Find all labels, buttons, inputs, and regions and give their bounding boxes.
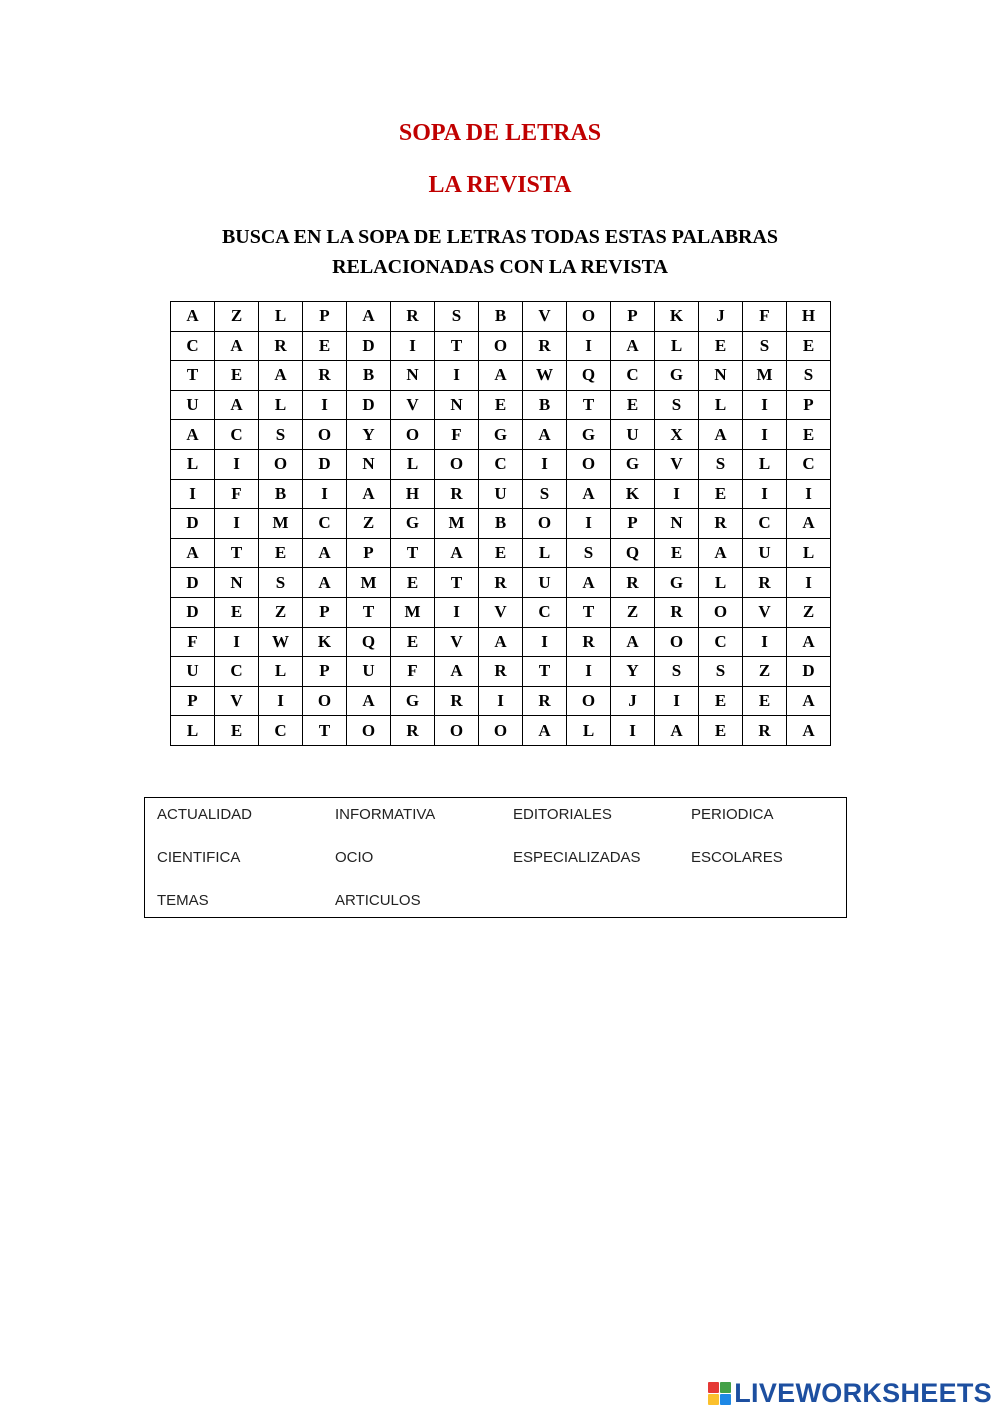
grid-cell[interactable]: P	[787, 390, 831, 420]
grid-cell[interactable]: E	[787, 420, 831, 450]
grid-cell[interactable]: Z	[215, 302, 259, 332]
grid-cell[interactable]: E	[215, 361, 259, 391]
grid-cell[interactable]: A	[435, 538, 479, 568]
grid-cell[interactable]: V	[391, 390, 435, 420]
word-list-item: TEMAS	[157, 892, 209, 909]
grid-cell[interactable]: R	[391, 716, 435, 746]
grid-cell[interactable]: F	[215, 479, 259, 509]
grid-cell[interactable]: C	[215, 420, 259, 450]
grid-cell[interactable]: V	[523, 302, 567, 332]
grid-cell[interactable]: G	[655, 568, 699, 598]
grid-row	[171, 657, 831, 687]
grid-cell[interactable]: E	[699, 716, 743, 746]
logo-text: LIVEWORKSHEETS	[734, 1377, 992, 1408]
page-title: SOPA DE LETRAS	[398, 120, 602, 146]
grid-cell[interactable]: T	[347, 597, 391, 627]
grid-cell[interactable]: L	[699, 568, 743, 598]
grid-cell[interactable]: L	[171, 449, 215, 479]
grid-cell[interactable]: A	[611, 627, 655, 657]
grid-cell[interactable]: T	[567, 390, 611, 420]
grid-cell[interactable]: E	[611, 390, 655, 420]
grid-cell[interactable]: R	[699, 509, 743, 539]
grid-cell[interactable]: J	[699, 302, 743, 332]
grid-cell[interactable]: P	[303, 657, 347, 687]
grid-cell[interactable]: R	[743, 716, 787, 746]
grid-cell[interactable]: X	[655, 420, 699, 450]
grid-cell[interactable]: A	[787, 686, 831, 716]
grid-cell[interactable]: P	[347, 538, 391, 568]
grid-cell[interactable]: A	[171, 538, 215, 568]
grid-cell[interactable]: E	[655, 538, 699, 568]
grid-cell[interactable]: Z	[787, 597, 831, 627]
grid-cell[interactable]: I	[303, 479, 347, 509]
grid-cell[interactable]: A	[787, 509, 831, 539]
grid-row	[171, 538, 831, 568]
grid-cell[interactable]: I	[435, 361, 479, 391]
grid-cell[interactable]: M	[391, 597, 435, 627]
grid-cell[interactable]: C	[699, 627, 743, 657]
grid-cell[interactable]: T	[171, 361, 215, 391]
grid-cell[interactable]: R	[259, 331, 303, 361]
grid-cell[interactable]: R	[611, 568, 655, 598]
grid-cell[interactable]: D	[171, 509, 215, 539]
grid-cell[interactable]: U	[171, 657, 215, 687]
grid-cell[interactable]: L	[655, 331, 699, 361]
grid-row	[171, 627, 831, 657]
grid-cell[interactable]: Y	[347, 420, 391, 450]
grid-cell[interactable]: V	[743, 597, 787, 627]
grid-cell[interactable]: B	[347, 361, 391, 391]
grid-cell[interactable]: S	[787, 361, 831, 391]
grid-cell[interactable]: D	[347, 390, 391, 420]
grid-cell[interactable]: R	[303, 361, 347, 391]
grid-cell[interactable]: I	[215, 627, 259, 657]
grid-row	[171, 390, 831, 420]
grid-cell[interactable]: A	[699, 420, 743, 450]
grid-cell[interactable]: I	[435, 597, 479, 627]
grid-cell[interactable]: O	[259, 449, 303, 479]
grid-cell[interactable]: M	[743, 361, 787, 391]
grid-cell[interactable]: P	[171, 686, 215, 716]
word-list-item: ESPECIALIZADAS	[513, 849, 641, 866]
grid-row	[171, 449, 831, 479]
grid-cell[interactable]: A	[347, 479, 391, 509]
grid-cell[interactable]: S	[435, 302, 479, 332]
grid-cell[interactable]: H	[391, 479, 435, 509]
grid-cell[interactable]: N	[391, 361, 435, 391]
grid-cell[interactable]: C	[523, 597, 567, 627]
grid-cell[interactable]: T	[303, 716, 347, 746]
grid-cell[interactable]: O	[391, 420, 435, 450]
grid-cell[interactable]: E	[743, 686, 787, 716]
grid-cell[interactable]: W	[523, 361, 567, 391]
grid-cell[interactable]: L	[787, 538, 831, 568]
grid-cell[interactable]: R	[523, 686, 567, 716]
grid-cell[interactable]: U	[743, 538, 787, 568]
word-list-item: EDITORIALES	[513, 806, 612, 823]
grid-cell[interactable]: S	[259, 420, 303, 450]
logo-square-yellow	[708, 1394, 719, 1405]
grid-cell[interactable]: Q	[611, 538, 655, 568]
grid-cell[interactable]: A	[215, 331, 259, 361]
grid-cell[interactable]: I	[787, 568, 831, 598]
word-list-item: ARTICULOS	[335, 892, 421, 909]
liveworksheets-logo	[708, 1378, 992, 1408]
word-list-item: CIENTIFICA	[157, 849, 241, 866]
grid-cell[interactable]: Z	[611, 597, 655, 627]
grid-cell[interactable]: N	[347, 449, 391, 479]
grid-cell[interactable]: I	[523, 627, 567, 657]
grid-cell[interactable]: K	[655, 302, 699, 332]
grid-cell[interactable]: T	[215, 538, 259, 568]
grid-cell[interactable]: C	[215, 657, 259, 687]
grid-cell[interactable]: I	[259, 686, 303, 716]
grid-cell[interactable]: S	[699, 449, 743, 479]
grid-cell[interactable]: E	[479, 538, 523, 568]
grid-cell[interactable]: C	[743, 509, 787, 539]
grid-cell[interactable]: D	[171, 568, 215, 598]
grid-cell[interactable]: U	[171, 390, 215, 420]
grid-cell[interactable]: R	[435, 686, 479, 716]
grid-cell[interactable]: V	[655, 449, 699, 479]
grid-cell[interactable]: A	[259, 361, 303, 391]
grid-cell[interactable]: T	[435, 568, 479, 598]
grid-cell[interactable]: I	[787, 479, 831, 509]
grid-row	[171, 420, 831, 450]
grid-cell[interactable]: R	[435, 479, 479, 509]
grid-cell[interactable]: U	[479, 479, 523, 509]
grid-cell[interactable]: R	[479, 657, 523, 687]
grid-cell[interactable]: K	[611, 479, 655, 509]
grid-cell[interactable]: T	[523, 657, 567, 687]
grid-row	[171, 479, 831, 509]
grid-cell[interactable]: F	[743, 302, 787, 332]
grid-cell[interactable]: D	[347, 331, 391, 361]
grid-cell[interactable]: N	[435, 390, 479, 420]
grid-row	[171, 302, 831, 332]
grid-cell[interactable]: C	[303, 509, 347, 539]
grid-cell[interactable]: O	[435, 716, 479, 746]
grid-cell[interactable]: A	[171, 420, 215, 450]
grid-cell[interactable]: F	[171, 627, 215, 657]
grid-cell[interactable]: C	[259, 716, 303, 746]
grid-cell[interactable]: S	[655, 657, 699, 687]
grid-cell[interactable]: Z	[347, 509, 391, 539]
grid-cell[interactable]: P	[611, 302, 655, 332]
grid-row	[171, 597, 831, 627]
grid-cell[interactable]: V	[479, 597, 523, 627]
grid-cell[interactable]: E	[391, 568, 435, 598]
grid-cell[interactable]: I	[215, 449, 259, 479]
grid-cell[interactable]: R	[743, 568, 787, 598]
logo-square-green	[720, 1382, 731, 1393]
instructions-line-1: BUSCA EN LA SOPA DE LETRAS TODAS ESTAS PALABRAS	[221, 226, 779, 248]
grid-cell[interactable]: O	[699, 597, 743, 627]
grid-cell[interactable]: O	[567, 302, 611, 332]
logo-square-red	[708, 1382, 719, 1393]
grid-cell[interactable]: A	[479, 361, 523, 391]
grid-cell[interactable]: T	[435, 331, 479, 361]
liveworksheets-logo-icon	[708, 1382, 731, 1405]
grid-cell[interactable]: A	[655, 716, 699, 746]
grid-cell[interactable]: E	[215, 597, 259, 627]
grid-cell[interactable]: E	[787, 331, 831, 361]
grid-cell[interactable]: C	[611, 361, 655, 391]
grid-row	[171, 686, 831, 716]
grid-cell[interactable]: I	[567, 331, 611, 361]
grid-cell[interactable]: I	[655, 686, 699, 716]
grid-cell[interactable]: A	[347, 302, 391, 332]
grid-cell[interactable]: R	[391, 302, 435, 332]
grid-cell[interactable]: M	[259, 509, 303, 539]
grid-row	[171, 716, 831, 746]
grid-row	[171, 568, 831, 598]
grid-cell[interactable]: J	[611, 686, 655, 716]
grid-cell[interactable]: E	[479, 390, 523, 420]
grid-cell[interactable]: Y	[611, 657, 655, 687]
grid-cell[interactable]: I	[611, 716, 655, 746]
grid-cell[interactable]: N	[655, 509, 699, 539]
logo-square-blue	[720, 1394, 731, 1405]
word-list-item: ACTUALIDAD	[157, 806, 253, 823]
grid-cell[interactable]: O	[479, 331, 523, 361]
grid-cell[interactable]: Q	[567, 361, 611, 391]
grid-cell[interactable]: K	[303, 627, 347, 657]
grid-cell[interactable]: B	[523, 390, 567, 420]
word-list-item: OCIO	[335, 849, 374, 866]
grid-cell[interactable]: L	[567, 716, 611, 746]
grid-cell[interactable]: G	[391, 686, 435, 716]
grid-cell[interactable]: O	[303, 420, 347, 450]
grid-cell[interactable]: Q	[347, 627, 391, 657]
grid-cell[interactable]: A	[303, 538, 347, 568]
grid-cell[interactable]: E	[699, 479, 743, 509]
grid-cell[interactable]: S	[655, 390, 699, 420]
grid-cell[interactable]: S	[699, 657, 743, 687]
grid-cell[interactable]: B	[479, 509, 523, 539]
grid-cell[interactable]: U	[347, 657, 391, 687]
grid-cell[interactable]: S	[523, 479, 567, 509]
grid-cell[interactable]: G	[655, 361, 699, 391]
grid-cell[interactable]: A	[523, 716, 567, 746]
grid-cell[interactable]: I	[743, 479, 787, 509]
grid-cell[interactable]: I	[479, 686, 523, 716]
grid-cell[interactable]: S	[567, 538, 611, 568]
grid-cell[interactable]: A	[787, 716, 831, 746]
grid-cell[interactable]: T	[391, 538, 435, 568]
grid-cell[interactable]: B	[479, 302, 523, 332]
grid-cell[interactable]: D	[171, 597, 215, 627]
grid-cell[interactable]: I	[743, 627, 787, 657]
grid-cell[interactable]: Z	[259, 597, 303, 627]
grid-cell[interactable]: R	[523, 331, 567, 361]
grid-cell[interactable]: O	[523, 509, 567, 539]
grid-cell[interactable]: L	[259, 302, 303, 332]
grid-cell[interactable]: A	[303, 568, 347, 598]
grid-cell[interactable]: I	[391, 331, 435, 361]
grid-cell[interactable]: M	[347, 568, 391, 598]
grid-cell[interactable]: G	[479, 420, 523, 450]
grid-cell[interactable]: C	[787, 449, 831, 479]
grid-cell[interactable]: E	[699, 686, 743, 716]
grid-cell[interactable]: P	[303, 302, 347, 332]
grid-cell[interactable]: W	[259, 627, 303, 657]
grid-cell[interactable]: E	[215, 716, 259, 746]
grid-cell[interactable]: R	[655, 597, 699, 627]
grid-cell[interactable]: S	[743, 331, 787, 361]
grid-cell[interactable]: P	[611, 509, 655, 539]
grid-cell[interactable]: O	[655, 627, 699, 657]
grid-cell[interactable]: E	[699, 331, 743, 361]
grid-cell[interactable]: I	[567, 657, 611, 687]
grid-cell[interactable]: I	[523, 449, 567, 479]
grid-cell[interactable]: O	[567, 449, 611, 479]
grid-cell[interactable]: D	[787, 657, 831, 687]
grid-cell[interactable]: G	[567, 420, 611, 450]
grid-cell[interactable]: Z	[743, 657, 787, 687]
grid-cell[interactable]: O	[435, 449, 479, 479]
grid-cell[interactable]: F	[435, 420, 479, 450]
grid-cell[interactable]: U	[523, 568, 567, 598]
grid-cell[interactable]: A	[435, 657, 479, 687]
grid-cell[interactable]: L	[259, 390, 303, 420]
grid-row	[171, 509, 831, 539]
grid-cell[interactable]: O	[567, 686, 611, 716]
grid-cell[interactable]: A	[611, 331, 655, 361]
grid-cell[interactable]: E	[303, 331, 347, 361]
grid-cell[interactable]: T	[567, 597, 611, 627]
word-list-box	[144, 797, 847, 918]
grid-cell[interactable]: I	[743, 420, 787, 450]
grid-cell[interactable]: M	[435, 509, 479, 539]
word-list-item: ESCOLARES	[691, 849, 783, 866]
grid-cell[interactable]: A	[479, 627, 523, 657]
grid-cell[interactable]: I	[303, 390, 347, 420]
grid-cell[interactable]: A	[171, 302, 215, 332]
grid-row	[171, 361, 831, 391]
word-list-item: INFORMATIVA	[335, 806, 436, 823]
grid-cell[interactable]: L	[259, 657, 303, 687]
grid-cell[interactable]: V	[215, 686, 259, 716]
grid-cell[interactable]: A	[567, 479, 611, 509]
grid-cell[interactable]: R	[479, 568, 523, 598]
grid-cell[interactable]: N	[215, 568, 259, 598]
grid-cell[interactable]: U	[611, 420, 655, 450]
grid-cell[interactable]: G	[391, 509, 435, 539]
grid-cell[interactable]: F	[391, 657, 435, 687]
grid-cell[interactable]: L	[523, 538, 567, 568]
grid-cell[interactable]: O	[347, 716, 391, 746]
grid-cell[interactable]: G	[611, 449, 655, 479]
grid-cell[interactable]: L	[743, 449, 787, 479]
grid-cell[interactable]: H	[787, 302, 831, 332]
grid-cell[interactable]: N	[699, 361, 743, 391]
grid-cell[interactable]: B	[259, 479, 303, 509]
grid-cell[interactable]: I	[743, 390, 787, 420]
grid-cell[interactable]: A	[567, 568, 611, 598]
grid-cell[interactable]: I	[171, 479, 215, 509]
grid-cell[interactable]: E	[259, 538, 303, 568]
grid-cell[interactable]: A	[787, 627, 831, 657]
grid-cell[interactable]: L	[171, 716, 215, 746]
grid-cell[interactable]: C	[171, 331, 215, 361]
grid-cell[interactable]: C	[479, 449, 523, 479]
page-subtitle: LA REVISTA	[428, 172, 572, 198]
instructions-line-2: RELACIONADAS CON LA REVISTA	[332, 256, 668, 278]
grid-cell[interactable]: I	[567, 509, 611, 539]
grid-cell[interactable]: L	[699, 390, 743, 420]
grid-cell[interactable]: I	[215, 509, 259, 539]
grid-cell[interactable]: O	[479, 716, 523, 746]
grid-cell[interactable]: R	[567, 627, 611, 657]
word-list-item: PERIODICA	[691, 806, 774, 823]
grid-cell[interactable]: D	[303, 449, 347, 479]
grid-cell[interactable]: A	[215, 390, 259, 420]
grid-row	[171, 331, 831, 361]
word-search-grid[interactable]	[170, 301, 831, 746]
grid-cell[interactable]: O	[303, 686, 347, 716]
grid-cell[interactable]: A	[347, 686, 391, 716]
grid-cell[interactable]: P	[303, 597, 347, 627]
grid-cell[interactable]: A	[523, 420, 567, 450]
grid-cell[interactable]: S	[259, 568, 303, 598]
grid-cell[interactable]: I	[655, 479, 699, 509]
grid-cell[interactable]: V	[435, 627, 479, 657]
grid-cell[interactable]: A	[699, 538, 743, 568]
grid-cell[interactable]: L	[391, 449, 435, 479]
grid-cell[interactable]: E	[391, 627, 435, 657]
